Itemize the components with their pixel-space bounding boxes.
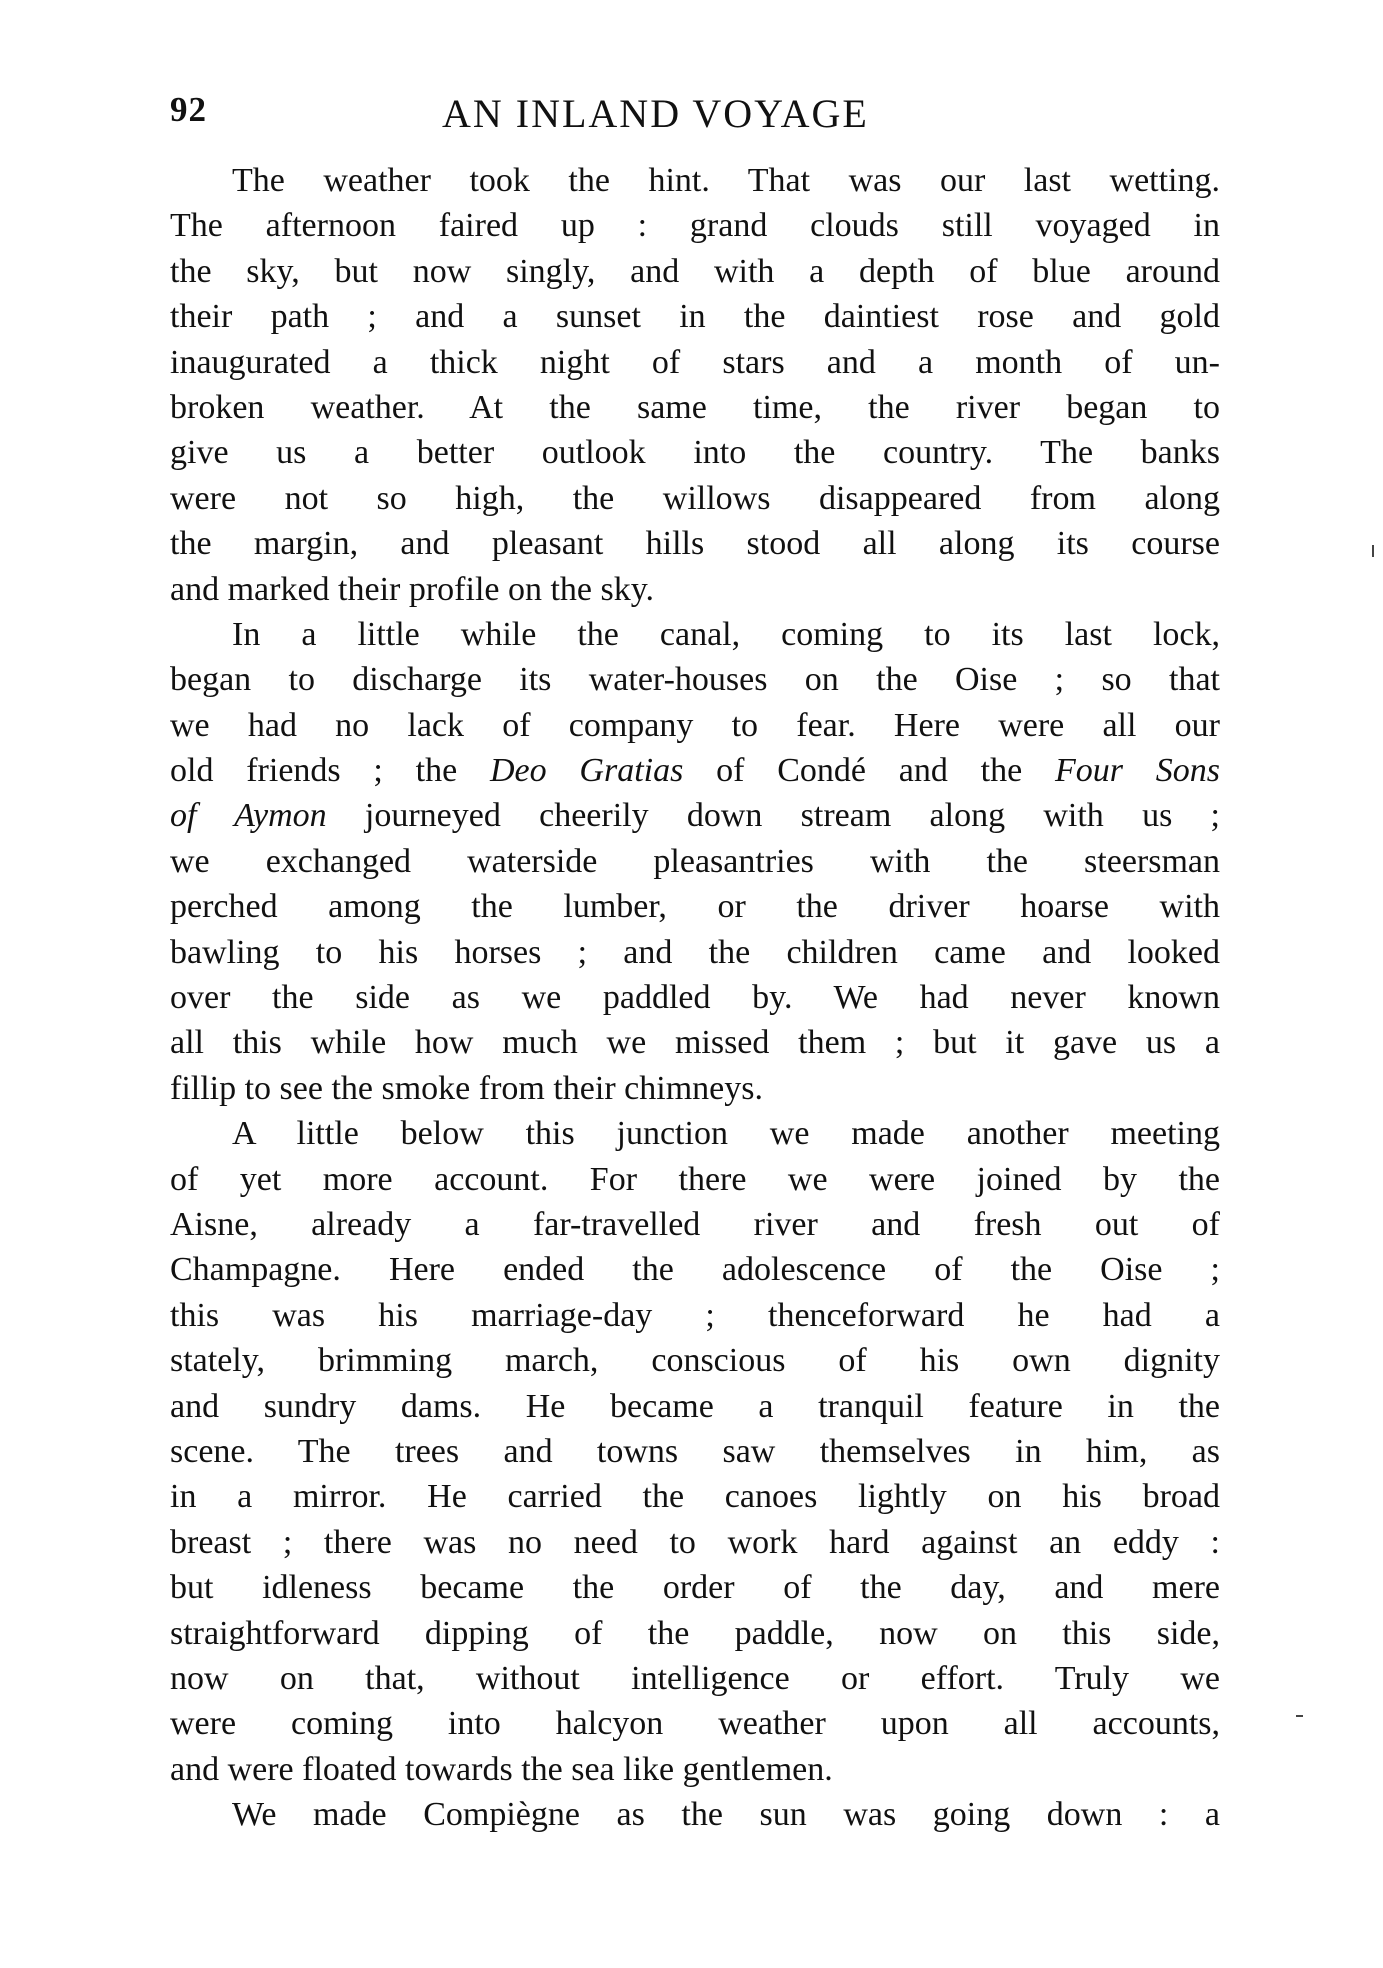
text-segment: and sundry dams. He became a tranquil feature in the: [170, 1387, 1220, 1425]
text-segment: we exchanged waterside pleasantries with the steersman: [170, 842, 1220, 880]
margin-speck: [1372, 545, 1374, 557]
italic-text: Four Sons: [1055, 752, 1221, 790]
text-line: [170, 1066, 1220, 1111]
text-line: [170, 430, 1220, 475]
text-segment: breast ; there was no need to work hard against an eddy :: [170, 1523, 1220, 1561]
text-line: [170, 1611, 1220, 1656]
text-segment: The weather took the hint. That was our last wetting.: [232, 162, 1220, 199]
text-segment: all this while how much we missed them ; but it gave us a: [170, 1024, 1220, 1062]
text-line: [170, 1474, 1220, 1519]
text-line: [170, 1384, 1220, 1429]
text-line: [170, 975, 1220, 1020]
text-line: [170, 1157, 1220, 1202]
text-segment: straightforward dipping of the paddle, now on this side,: [170, 1614, 1220, 1652]
text-segment: fillip to see the smoke from their chimneys.: [170, 1069, 763, 1107]
text-segment: in a mirror. He carried the canoes lightly on his broad: [170, 1478, 1220, 1516]
text-line: [170, 703, 1220, 748]
text-segment: stately, brimming march, conscious of his own dignity: [170, 1342, 1220, 1380]
text-segment: give us a better outlook into the country. The banks: [170, 434, 1220, 472]
text-segment: the sky, but now singly, and with a depth of blue around: [170, 252, 1220, 290]
text-segment: now on that, without intelligence or effort. Truly we: [170, 1659, 1220, 1697]
text-segment: bawling to his horses ; and the children came and looked: [170, 933, 1220, 971]
text-segment: and were floated towards the sea like gentlemen.: [170, 1750, 833, 1788]
paragraph: [170, 158, 1220, 612]
text-segment: over the side as we paddled by. We had never known: [170, 979, 1220, 1017]
text-line: [170, 1293, 1220, 1338]
text-segment: their path ; and a sunset in the daintiest rose and gold: [170, 298, 1220, 336]
text-line: [170, 1247, 1220, 1292]
paragraph: [170, 1111, 1220, 1792]
text-segment: were coming into halcyon weather upon all accounts,: [170, 1705, 1220, 1743]
text-line: [170, 793, 1220, 838]
text-line: [170, 158, 1220, 203]
text-line: [170, 1520, 1220, 1565]
text-segment: perched among the lumber, or the driver hoarse with: [170, 888, 1220, 926]
margin-speck: [1296, 1715, 1303, 1717]
text-segment: broken weather. At the same time, the river began to: [170, 388, 1220, 426]
text-segment: of Condé and the: [683, 752, 1055, 790]
running-head: AN INLAND VOYAGE: [442, 91, 869, 136]
text-segment: The afternoon faired up : grand clouds still voyaged in: [170, 207, 1220, 245]
text-line: [170, 1701, 1220, 1746]
text-segment: We made Compiègne as the sun was going down : a: [232, 1796, 1220, 1834]
paragraph: [170, 1792, 1220, 1837]
text-line: [170, 1338, 1220, 1383]
text-line: [170, 385, 1220, 430]
text-segment: In a little while the canal, coming to its last lock,: [232, 615, 1220, 653]
text-line: [170, 476, 1220, 521]
text-segment: A little below this junction we made another meeting: [232, 1115, 1220, 1153]
text-line: [170, 567, 1220, 612]
text-segment: Aisne, already a far-travelled river and fresh out of: [170, 1205, 1220, 1243]
text-line: [170, 1020, 1220, 1065]
text-line: [170, 1565, 1220, 1610]
text-line: [170, 884, 1220, 929]
text-segment: and marked their profile on the sky.: [170, 570, 655, 608]
text-line: [170, 294, 1220, 339]
text-segment: Champagne. Here ended the adolescence of the Oise ;: [170, 1251, 1220, 1289]
text-segment: we had no lack of company to fear. Here were all our: [170, 706, 1220, 744]
text-segment: inaugurated a thick night of stars and a month of un-: [170, 343, 1220, 381]
text-line: [170, 930, 1220, 975]
text-segment: old friends ; the: [170, 752, 490, 790]
italic-text: of Aymon: [170, 797, 327, 835]
page-header: [170, 90, 1220, 150]
text-line: [170, 1792, 1220, 1837]
text-line: [170, 1429, 1220, 1474]
text-segment: scene. The trees and towns saw themselves in him, as: [170, 1432, 1220, 1470]
text-line: [170, 657, 1220, 702]
page-number: 92: [170, 90, 207, 129]
text-line: [170, 839, 1220, 884]
body-text: [170, 158, 1220, 1837]
text-line: [170, 249, 1220, 294]
text-segment: the margin, and pleasant hills stood all along its course: [170, 525, 1220, 563]
text-line: [170, 1656, 1220, 1701]
text-line: [170, 1111, 1220, 1156]
text-line: [170, 1202, 1220, 1247]
text-line: [170, 1747, 1220, 1792]
text-segment: but idleness became the order of the day, and mere: [170, 1569, 1220, 1607]
text-segment: began to discharge its water-houses on the Oise ; so that: [170, 661, 1220, 699]
text-line: [170, 612, 1220, 657]
italic-text: Deo Gratias: [490, 752, 684, 790]
text-segment: journeyed cheerily down stream along with us ;: [326, 797, 1221, 835]
text-segment: of yet more account. For there we were joined by the: [170, 1160, 1220, 1198]
text-segment: were not so high, the willows disappeared from along: [170, 479, 1220, 517]
text-line: [170, 340, 1220, 385]
text-line: [170, 748, 1220, 793]
text-segment: this was his marriage-day ; thenceforward he had a: [170, 1296, 1220, 1334]
text-line: [170, 521, 1220, 566]
paragraph: [170, 612, 1220, 1111]
text-line: [170, 203, 1220, 248]
